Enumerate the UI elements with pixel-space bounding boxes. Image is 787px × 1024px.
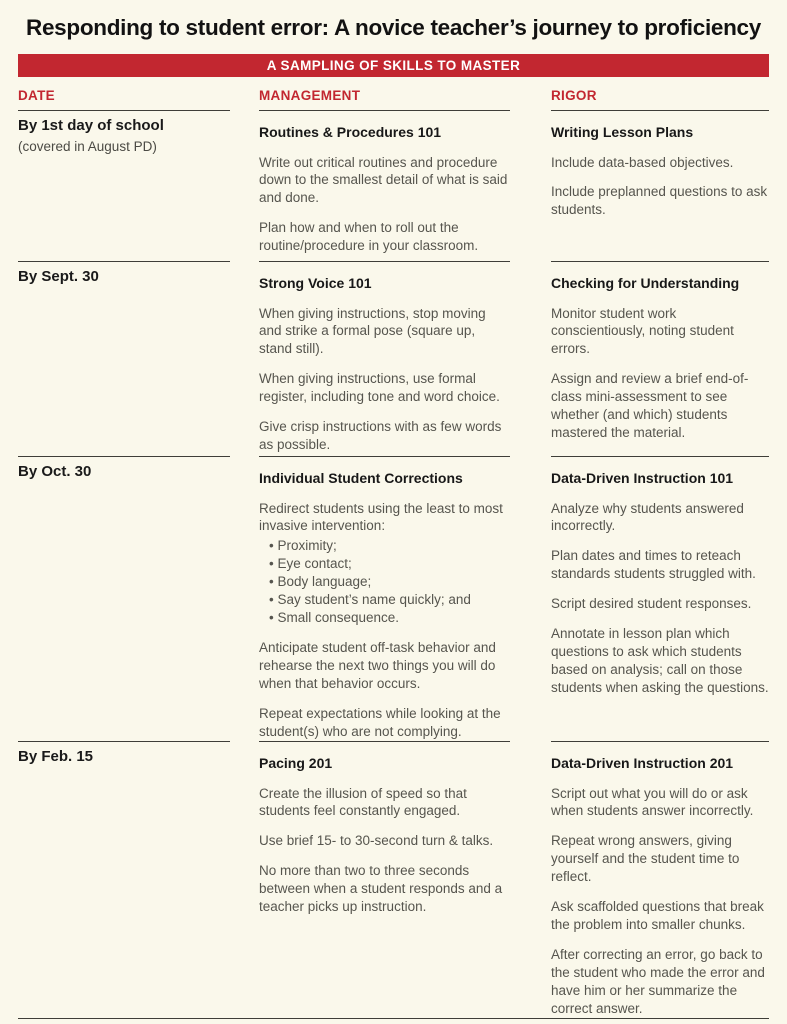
management-bullet-item: • Small consequence.: [269, 609, 510, 627]
column-gutter: [510, 77, 551, 110]
date-label: By Oct. 30: [18, 463, 92, 480]
management-paragraph: Redirect students using the least to most invasive intervention:: [259, 500, 503, 534]
banner: A SAMPLING OF SKILLS TO MASTER: [18, 54, 769, 77]
rigor-paragraph: Monitor student work conscientiously, noting student errors.: [551, 305, 734, 357]
management-bullet-item: • Eye contact;: [269, 555, 510, 573]
management-paragraph: Plan how and when to roll out the routine/procedure in your classroom.: [259, 220, 479, 254]
column-header-management: MANAGEMENT: [259, 88, 361, 103]
column-gutter: [230, 261, 259, 456]
management-paragraph: Anticipate student off-task behavior and rehearse the next two things you will do when that behavior occurs.: [259, 640, 496, 692]
rigor-topic-heading: Data-Driven Instruction 201: [551, 755, 734, 771]
date-label: By 1st day of school: [18, 117, 164, 134]
table-row: [18, 110, 769, 261]
rigor-paragraph: Repeat wrong answers, giving yourself and the student time to reflect.: [551, 833, 740, 885]
column-gutter: [230, 110, 259, 261]
rigor-paragraph: Script out what you will do or ask when students answer incorrectly.: [551, 785, 754, 819]
management-bullet-item: • Say student’s name quickly; and: [269, 591, 510, 609]
management-paragraph: Give crisp instructions with as few words as possible.: [259, 419, 502, 453]
management-paragraph: When giving instructions, stop moving and strike a formal pose (square up, stand still).: [259, 305, 486, 357]
management-paragraph: No more than two to three seconds between when a student responds and a teacher picks up instruction.: [259, 863, 503, 915]
page-title: Responding to student error: A novice teacher’s journey to proficiency: [26, 15, 761, 40]
rigor-topic-heading: Checking for Understanding: [551, 275, 740, 291]
management-bullet-list: [259, 537, 510, 627]
date-label: By Sept. 30: [18, 268, 99, 285]
column-gutter: [510, 456, 551, 741]
rigor-paragraph: Include preplanned questions to ask students.: [551, 184, 768, 218]
management-paragraph: Use brief 15- to 30-second turn & talks.: [259, 833, 494, 849]
column-header-date: DATE: [18, 88, 55, 103]
date-sublabel: (covered in August PD): [18, 138, 157, 154]
management-topic-heading: Routines & Procedures 101: [259, 124, 442, 140]
management-topic-heading: Strong Voice 101: [259, 275, 372, 291]
table-body: [18, 110, 769, 1018]
rigor-topic-heading: Writing Lesson Plans: [551, 124, 694, 140]
table-row: [18, 261, 769, 456]
rigor-cell: [551, 741, 769, 1018]
management-bullet-item: • Body language;: [269, 573, 510, 591]
rigor-paragraph: Assign and review a brief end-of-class mini-assessment to see whether (and which) students mastered the material.: [551, 371, 749, 441]
management-paragraph: Repeat expectations while looking at the student(s) who are not complying.: [259, 706, 501, 739]
date-cell: [18, 110, 230, 261]
column-gutter: [230, 456, 259, 741]
management-cell: [259, 456, 510, 741]
rigor-paragraph: Include data-based objectives.: [551, 154, 734, 170]
column-gutter: [510, 110, 551, 261]
rigor-paragraph: Annotate in lesson plan which questions to ask which students based on analysis; call on those students when asking the questions.: [551, 626, 769, 696]
management-paragraph: Create the illusion of speed so that students feel constantly engaged.: [259, 785, 467, 819]
table-row: [18, 456, 769, 741]
management-topic-heading: Individual Student Corrections: [259, 470, 463, 486]
rigor-paragraph: Plan dates and times to reteach standards students struggled with.: [551, 548, 756, 582]
rigor-cell: [551, 110, 769, 261]
bottom-rule: [18, 1018, 769, 1019]
management-topic-heading: Pacing 201: [259, 755, 333, 771]
management-cell: [259, 110, 510, 261]
column-gutter: [510, 741, 551, 1018]
rigor-cell: [551, 261, 769, 456]
rigor-paragraph: After correcting an error, go back to the student who made the error and have him or her summarize the correct answer.: [551, 947, 765, 1017]
rigor-paragraph: Analyze why students answered incorrectly.: [551, 500, 744, 534]
date-label: By Feb. 15: [18, 748, 94, 765]
table-row: [18, 741, 769, 1018]
column-gutter: [510, 261, 551, 456]
date-cell: [18, 456, 230, 741]
rigor-topic-heading: Data-Driven Instruction 101: [551, 470, 734, 486]
rigor-paragraph: Script desired student responses.: [551, 596, 752, 612]
rigor-paragraph: Ask scaffolded questions that break the problem into smaller chunks.: [551, 899, 764, 933]
management-paragraph: When giving instructions, use formal register, including tone and word choice.: [259, 371, 500, 405]
management-cell: [259, 261, 510, 456]
column-gutter: [230, 741, 259, 1018]
management-bullet-item: • Proximity;: [269, 537, 510, 555]
column-header-row: [18, 77, 769, 110]
rigor-cell: [551, 456, 769, 741]
column-gutter: [230, 77, 259, 110]
date-cell: [18, 261, 230, 456]
management-paragraph: Write out critical routines and procedure down to the smallest detail of what is said and done.: [259, 154, 508, 206]
date-cell: [18, 741, 230, 1018]
management-cell: [259, 741, 510, 1018]
column-header-rigor: RIGOR: [551, 88, 597, 103]
